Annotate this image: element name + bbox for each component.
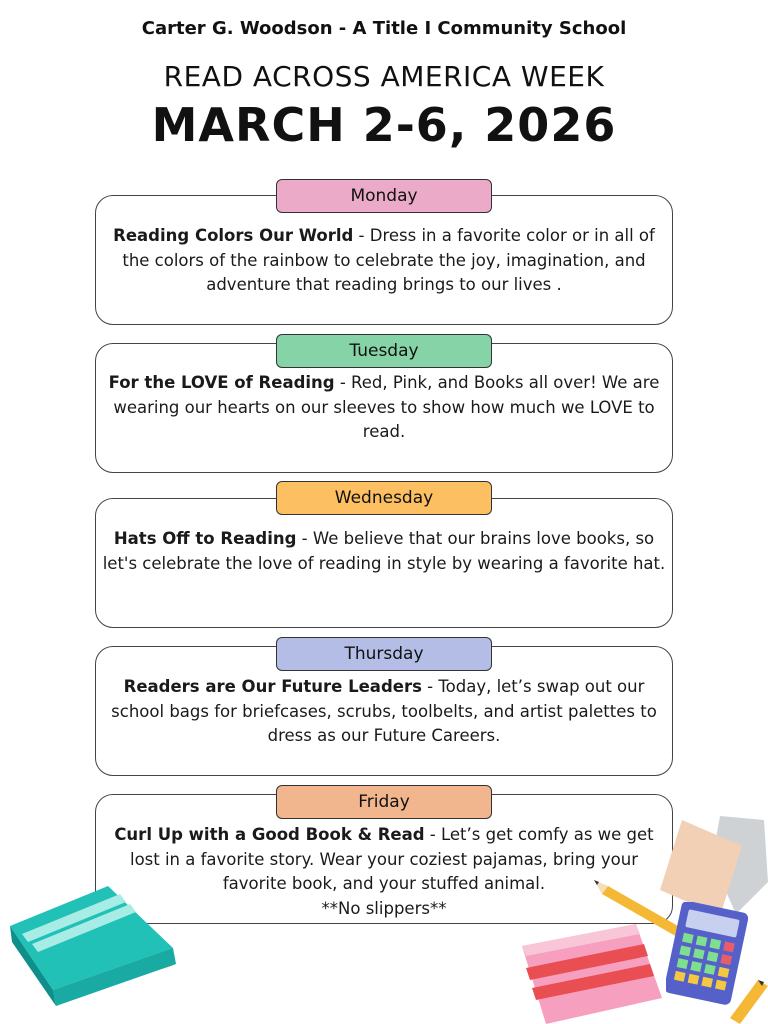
wednesday-card	[95, 498, 673, 628]
tuesday-text	[96, 371, 672, 445]
monday-card	[95, 195, 673, 325]
friday-theme: Curl Up with a Good Book & Read	[114, 825, 425, 844]
event-dates: MARCH 2-6, 2026	[151, 98, 617, 152]
thursday-description: - Today, let’s swap out our school bags for briefcases, scrubs, toolbelts, and artist palettes to dress as our Future Careers.	[111, 677, 657, 745]
wednesday-label: Wednesday	[276, 481, 492, 515]
monday-label: Monday	[276, 179, 492, 213]
wednesday-theme: Hats Off to Reading	[113, 529, 297, 548]
thursday-label: Thursday	[276, 637, 492, 671]
thursday-text	[96, 675, 672, 749]
friday-note: **No slippers**	[321, 898, 447, 918]
pink-book-icon	[516, 922, 666, 1024]
thursday-theme: Readers are Our Future Leaders	[123, 677, 422, 696]
school-name: Carter G. Woodson - A Title I Community School	[141, 18, 627, 39]
wednesday-text	[96, 527, 672, 576]
monday-theme: Reading Colors Our World	[113, 226, 354, 245]
tuesday-description: - Red, Pink, and Books all over! We are wearing our hearts on our sleeves to show how much we LOVE to read.	[113, 373, 660, 441]
event-title: READ ACROSS AMERICA WEEK	[163, 60, 605, 93]
teal-book-icon	[8, 878, 178, 1006]
tuesday-label: Tuesday	[276, 334, 492, 368]
monday-description: - Dress in a favorite color or in all of the colors of the rainbow to celebrate the joy, imagination, and adventure that reading brings to our lives .	[122, 226, 655, 294]
monday-text	[96, 224, 672, 298]
small-pencil-icon	[728, 980, 768, 1024]
wednesday-description: - We believe that our brains love books, so let's celebrate the love of reading in style by wearing a favorite hat.	[102, 529, 666, 573]
tuesday-theme: For the LOVE of Reading	[108, 373, 335, 392]
friday-label: Friday	[276, 785, 492, 819]
friday-text	[96, 823, 672, 921]
friday-description: - Let’s get comfy as we get lost in a favorite story. Wear your coziest pajamas, bring your favorite book, and your stuffed animal.	[129, 825, 654, 893]
